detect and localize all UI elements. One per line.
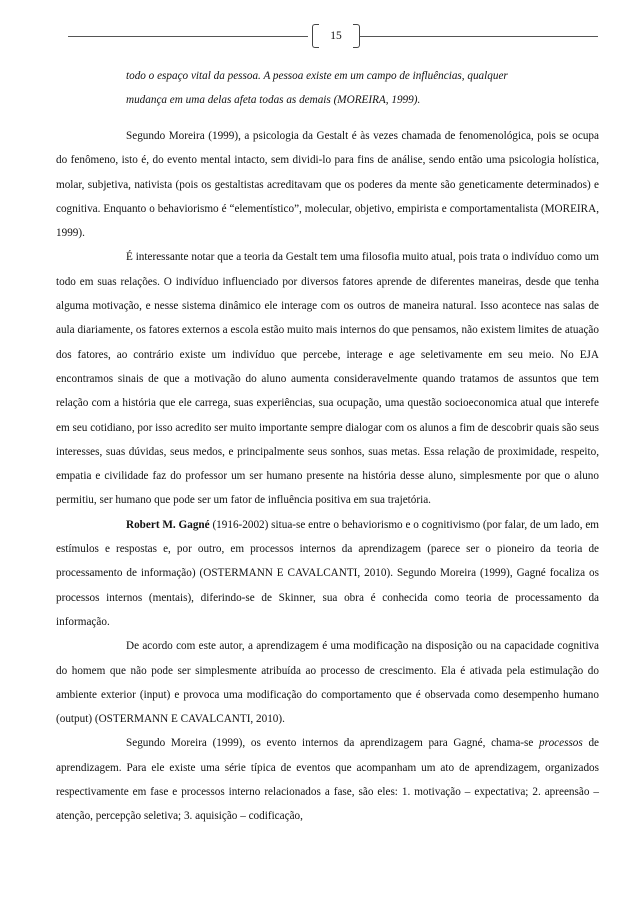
paragraph-gagne-text: (1916-2002) situa-se entre o behaviorismo e o cognitivismo (por falar, de um lado, em estímulos e respostas e, por outro, em processos internos da aprendizagem (parece ser o pioneiro da teoria de processamento de informação) (OSTERMANN E CAVALCANTI, 2010). Segundo Moreira (1999), Gagné focaliza os processos internos (mentais), diferindo-se de Skinner, sua obra é conhecida como teoria de processamento da informação. [56, 518, 599, 628]
page-header [68, 24, 598, 50]
header-rule-left [68, 36, 308, 37]
events-text-b: de aprendizagem. Para ele existe uma série típica de eventos que acompanham um ato de aprendizagem, organizados respectivamente em fase e processos interno relacionados a fase, são eles: 1. motivação – expectativa; 2. apreensão – atenção, percepção seletiva; 3. aquisição – codificação, [56, 737, 600, 823]
quote-line-1: todo o espaço vital da pessoa. A pessoa existe em um campo de influências, qualquer [126, 70, 508, 82]
paragraph-gagne [56, 513, 599, 634]
paragraph-gestalt: Segundo Moreira (1999), a psicologia da Gestalt é às vezes chamada de fenomenológica, pois se ocupa do fenômeno, isto é, do evento mental intacto, sem dividi-lo para fins de análise, sendo então uma psicologia holística, molar, subjetiva, nativista (pois os gestaltistas acreditavam que os poderes da mente são geneticamente determinados) e cognitiva. Enquanto o behaviorismo é “elementístico”, molecular, objetivo, empirista e comportamentalista (MOREIRA, 1999). [56, 130, 599, 240]
page-body [56, 64, 599, 829]
processos-italic: processos [539, 737, 583, 750]
page-number-box [312, 24, 360, 48]
right-brace-icon [353, 24, 360, 48]
events-text-a: Segundo Moreira (1999), os evento internos da aprendizagem para Gagné, chama-se [126, 737, 540, 750]
paragraph-learning-definition: De acordo com este autor, a aprendizagem é uma modificação na disposição ou na capacidade cognitiva do homem que não pode ser simplesmente atribuída ao processo de crescimento. Ela é ativada pela estimulação do ambiente exterior (input) e provoca uma modificação do comportamento que é observada como desempenho humano (output) (OSTERMANN E CAVALCANTI, 2010). [56, 640, 599, 726]
quote-line-2: mudança em uma delas afeta todas as demais (MOREIRA, 1999). [126, 94, 421, 106]
block-quote [126, 64, 599, 112]
author-name-bold: Robert M. Gagné [126, 518, 210, 531]
paragraph-gestalt-current: É interessante notar que a teoria da Gestalt tem uma filosofia muito atual, pois trata o indivíduo como um todo em suas relações. O indivíduo influenciado por diversos fatores aprende de diferentes maneiras, desde que tenha alguma motivação, e nesse sistema dinâmico ele interage com os outros de maneira natural. Isso acontece nas salas de aula diariamente, os fatores externos a escola estão muito mais internos do que pensamos, não existem limites de atuação dos fatores, ao contrário existe um indivíduo que percebe, interage e age seletivamente em seu meio. No EJA encontramos sinais de que a motivação do aluno aumenta consideravelmente quando tratamos de assuntos que tem relação com a história que ele carrega, suas experiências, sua ocupação, uma questão socioeconomica atual que interefe em seu cotidiano, por isso acredito ser muito importante sempre dialogar com os alunos a fim de descobrir quais são seus interesses, suas dúvidas, seus medos, e principalmente seus sonhos, suas metas. Essa relação de proximidade, respeito, empatia e civilidade faz do professor um ser humano presente na história desse aluno, simplesmente por que o aluno permitiu, ser humano que pode ser um fator de influência positiva em sua trajetória. [56, 251, 599, 507]
header-rule-right [360, 36, 598, 37]
paragraph-learning-events [56, 731, 599, 828]
left-brace-icon [312, 24, 319, 48]
page-number: 15 [330, 30, 342, 42]
